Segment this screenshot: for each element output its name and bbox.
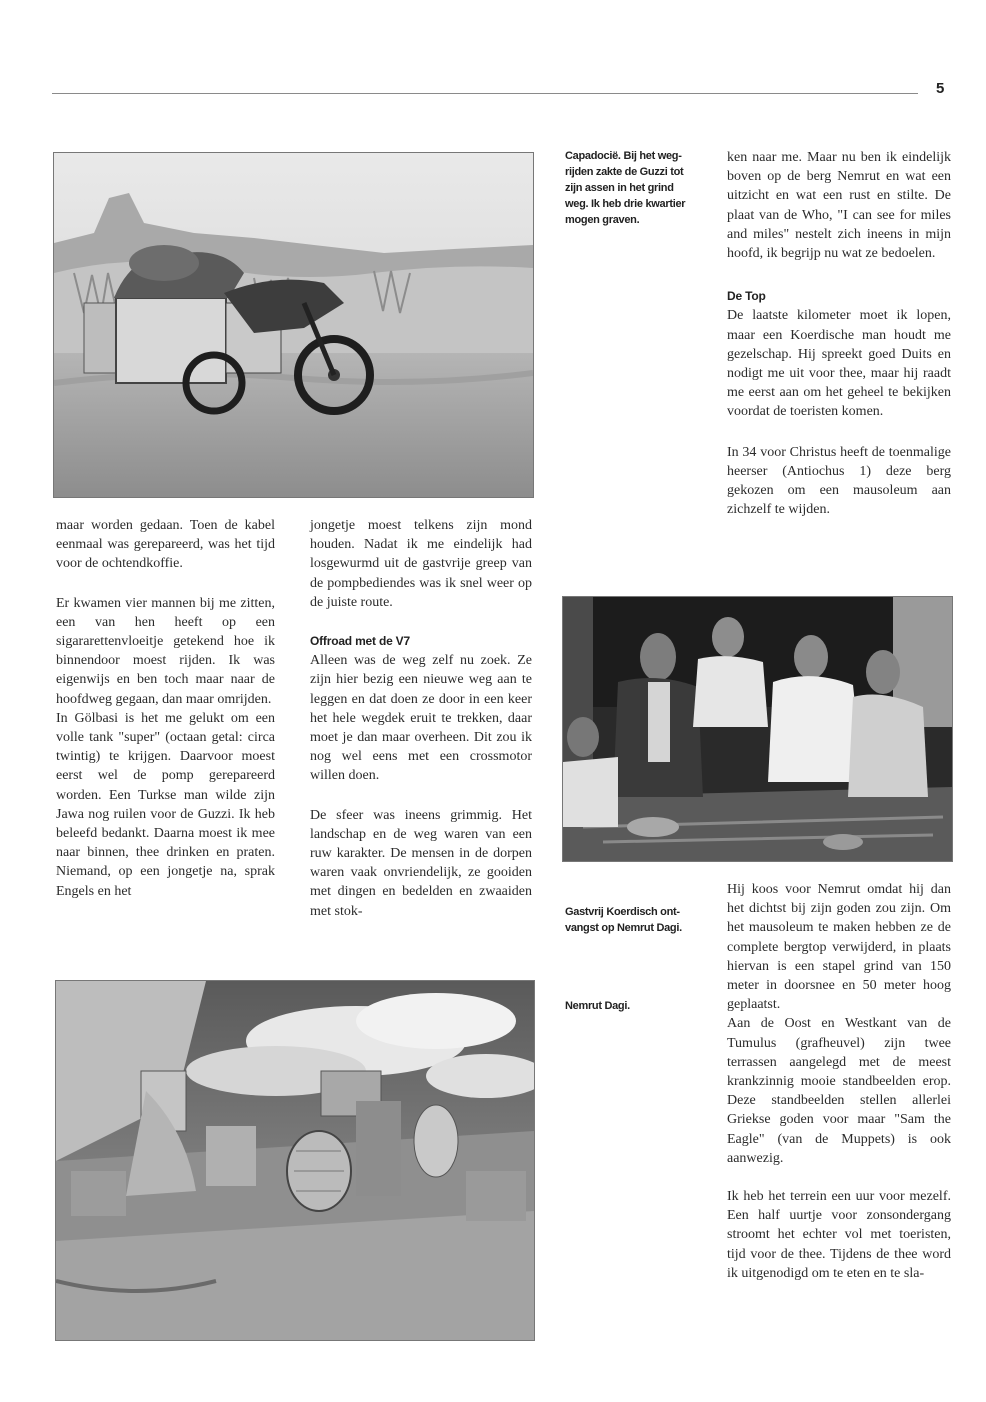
- section-heading-offroad: Offroad met de V7: [310, 634, 410, 649]
- paragraph: Aan de Oost en Westkant van de Tumulus (grafheuvel) zijn twee terrassen aangelegd met de meest krankzinnig mooie standbeelden erop. Deze standbeelden stellen allerlei Griekse goden voor maar "Sam the Eagle" (van de Muppets) is ook aanwezig.: [727, 1016, 951, 1166]
- text-column-middle: [310, 516, 532, 921]
- nemrut-dagi-photo: [55, 980, 535, 1341]
- caption-nemrut: Nemrut Dagi.: [565, 1000, 630, 1012]
- motorcycle-photo: [53, 152, 534, 498]
- caption-welcome: Gastvrij Koerdisch ontvangst op Nemrut Dagi.: [565, 906, 682, 934]
- paragraph: In Gölbasi is het me gelukt om een volle tank "super" (octaan getal: circa twintig) te krijgen. Daarvoor moest eerst wel de pomp gerepareerd worden. Een Turkse man wilde zijn Jawa nog ruilen voor de Guzzi. Ik heb beleefd bedankt. Daarna moest ik mee naar binnen, thee drinken en praten. Niemand, op een jongetje na, sprak Engels en het: [56, 710, 275, 899]
- text-column-left: [56, 516, 275, 901]
- kurdish-welcome-photo: [562, 596, 953, 862]
- page-number: 5: [936, 80, 945, 97]
- section-heading-de-top: De Top: [727, 289, 766, 304]
- caption-cappadocia: Capadocië. Bij het wegrijden zakte de Guzzi tot zijn assen in het grind weg. Ik heb drie kwartier mogen graven.: [565, 150, 686, 226]
- paragraph: In 34 voor Christus heeft de toenmalige heerser (Antiochus 1) deze berg gekozen om een mausoleum aan zichzelf te wijden.: [727, 444, 951, 518]
- paragraph: Ik heb het terrein een uur voor mezelf. Een half uurtje voor zonsondergang stroomt het echter vol met toeristen, tijd voor de thee. Tijdens de thee word ik uitgenodigd om te eten en te sla-: [727, 1189, 951, 1281]
- header-rule: [52, 93, 918, 94]
- paragraph: Er kwamen vier mannen bij me zitten, een van hen heeft op een sigararettenvloeitje getekend hoe ik binnendoor moest rijden. Ik was eigenwijs en ben toch maar naar de hoofdweg gegaan, dan maar omrijden.: [56, 595, 275, 707]
- paragraph: maar worden gedaan. Toen de kabel eenmaal was gerepareerd, was het tijd voor de ochtendkoffie.: [56, 518, 275, 572]
- paragraph: Hij koos voor Nemrut omdat hij dan het dichtst bij zijn goden zou zijn. Om het mausoleum te maken hebben ze de complete bergtop verwijderd, in plaats hiervan is een stapel grind van 150 meter in doorsnee en 50 meter hoog geplaatst.: [727, 882, 951, 1013]
- text-column-right-bottom: [727, 880, 951, 1283]
- paragraph: Alleen was de weg zelf nu zoek. Ze zijn hier bezig een nieuwe weg aan te leggen en dat doen ze door in een keer het hele wegdek eruit te trekken, daar moet je dan maar overheen. Dit zou ik nog wel eens met een crossmotor willen doen.: [310, 653, 532, 784]
- paragraph: ken naar me. Maar nu ben ik eindelijk boven op de berg Nemrut en wat een uitzicht en wat een rust en stilte. De plaat van de Who, "I can see for miles and miles" nestelt zich ineens in mijn hoofd, ik begrijp nu wat ze bedoelen.: [727, 150, 951, 262]
- paragraph: De laatste kilometer moet ik lopen, maar een Koerdische man houdt me gezelschap. Hij spreekt goed Duits en nodigt me uit voor thee, maar hij raadt me eerst aan om het geheel te bekijken voordat de toeristen komen.: [727, 308, 951, 420]
- text-column-right-top: [727, 148, 951, 519]
- paragraph: De sfeer was ineens grimmig. Het landschap en de weg waren van een ruw karakter. De mensen in de dorpen waren vaak onvriendelijk, ze gooiden met dingen en bedelden en zwaaiden met stok-: [310, 807, 532, 919]
- paragraph: jongetje moest telkens zijn mond houden. Nadat ik me eindelijk had losgewurmd uit de gastvrije greep van de pompbediendes was ik snel weer op de juiste route.: [310, 518, 532, 610]
